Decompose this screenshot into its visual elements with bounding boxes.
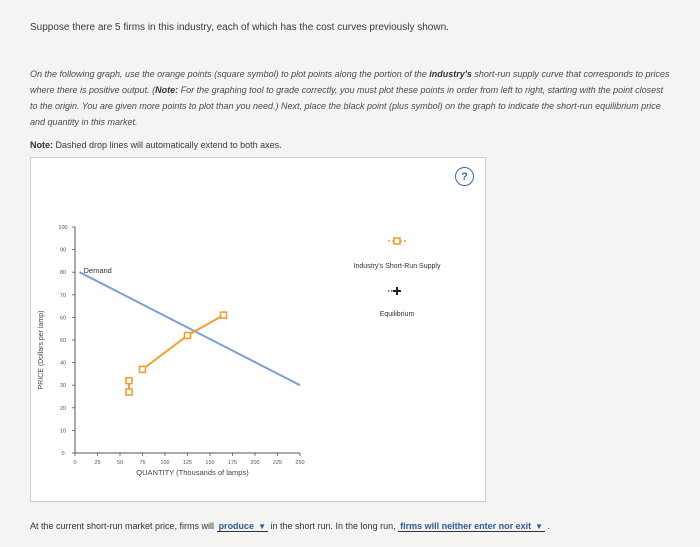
x-tick-label: 200 [250, 460, 260, 466]
supply-point[interactable] [126, 389, 132, 395]
long-run-action-select[interactable] [398, 521, 545, 532]
demand-label: Demand [83, 266, 112, 276]
instructions-note-label: Note: [155, 85, 179, 95]
instructions-bold-industry: industry's [429, 69, 472, 79]
y-tick-label: 20 [59, 405, 67, 412]
x-axis-label: QUANTITY (Thousands of lamps) [136, 468, 249, 477]
chart-ticks [58, 225, 304, 466]
intro-text: Suppose there are 5 firms in this industry, each of which has the cost curves previously shown. [30, 22, 449, 33]
note-label: Note: [30, 140, 53, 150]
legend-supply-square-icon[interactable] [394, 238, 400, 244]
bottom-suffix: . [545, 521, 551, 531]
x-tick-label: 0 [73, 460, 77, 466]
x-tick-label: 50 [116, 460, 124, 466]
instructions-part2: short-run supply curve that corresponds to prices where there is positive output. ( [30, 69, 670, 95]
y-tick-label: 30 [59, 383, 67, 390]
note-text [30, 140, 282, 150]
y-tick-label: 100 [58, 225, 68, 231]
long-run-action-value: firms will neither enter nor exit [400, 521, 532, 531]
chevron-down-icon: ▼ [535, 522, 544, 531]
chart-series[interactable] [80, 266, 301, 395]
y-tick-label: 80 [59, 270, 67, 277]
y-tick-label: 60 [59, 315, 67, 322]
chevron-down-icon: ▼ [258, 522, 266, 531]
short-run-action-value: produce [218, 521, 255, 531]
supply-point[interactable] [126, 378, 132, 384]
bottom-question [30, 521, 550, 532]
x-tick-label: 25 [94, 460, 101, 466]
supply-point[interactable] [221, 312, 227, 318]
instructions-part1: On the following graph, use the orange points (square symbol) to plot points along the portion of the [30, 69, 430, 79]
chart-legend[interactable] [354, 238, 441, 318]
instructions-text [30, 66, 670, 130]
y-tick-label: 70 [59, 292, 67, 299]
y-tick-label: 0 [61, 451, 65, 457]
y-axis-label: PRICE (Dollars per lamp) [38, 310, 45, 390]
y-tick-label: 90 [59, 247, 67, 254]
supply-point[interactable] [140, 366, 146, 372]
instructions-part3: For the graphing tool to grade correctly, you must plot these points in order from left to right, starting with the point closest to the origin. You are given more points to plot than you need.) Next, place the black point (plus symbol) on the graph to indicate the short-run equilibrium price and quantity in this market. [30, 85, 664, 127]
x-tick-label: 150 [205, 460, 215, 466]
x-tick-label: 100 [160, 460, 170, 466]
x-tick-label: 175 [227, 460, 238, 466]
x-tick-label: 225 [272, 460, 283, 466]
short-run-action-select[interactable] [217, 521, 268, 532]
x-tick-label: 250 [295, 460, 305, 466]
legend-supply-label: Industry's Short-Run Supply [353, 263, 441, 270]
legend-equilibrium-label: Equilibrium [379, 311, 415, 318]
demand-curve[interactable] [80, 272, 301, 385]
y-tick-label: 10 [59, 428, 67, 435]
supply-segment[interactable] [143, 315, 224, 369]
y-tick-label: 40 [59, 360, 67, 367]
bottom-middle: in the short run. In the long run, [268, 521, 399, 531]
chart-axes [75, 227, 300, 453]
note-body: Dashed drop lines will automatically extend to both axes. [53, 140, 282, 150]
supply-point[interactable] [185, 332, 191, 338]
graph-chart[interactable] [30, 157, 484, 500]
bottom-prefix: At the current short-run market price, firms will [30, 521, 217, 531]
help-icon[interactable]: ? [455, 167, 474, 186]
x-tick-label: 125 [182, 460, 193, 466]
y-tick-label: 50 [59, 338, 67, 344]
x-tick-label: 75 [139, 460, 146, 466]
